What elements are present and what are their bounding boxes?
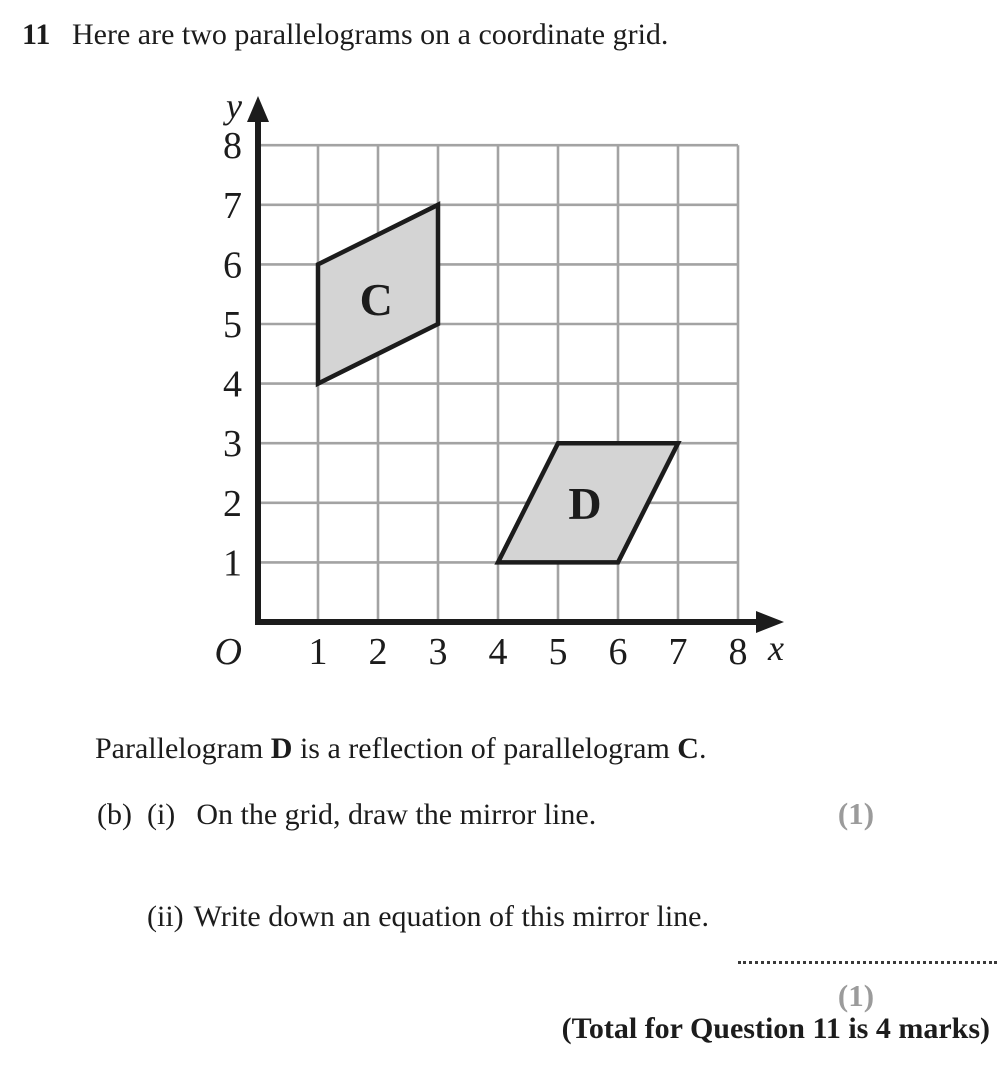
y-tick-label: 8 [223, 125, 242, 168]
part-i-text: On the grid, draw the mirror line. [196, 798, 597, 831]
x-tick-label: 1 [308, 631, 328, 673]
part-i-marks: (1) [837, 796, 875, 831]
part-i-label: (i) [146, 798, 176, 831]
x-tick-label: 3 [428, 631, 448, 673]
statement-part2: is a reflection of parallelogram [292, 732, 678, 765]
part-b-ii [117, 860, 709, 974]
statement-shape-c: C [677, 732, 699, 765]
x-tick-label: 2 [368, 631, 388, 673]
statement-part1: Parallelogram [95, 732, 271, 765]
x-tick-label: 5 [548, 631, 568, 673]
statement-part3: . [698, 732, 707, 765]
y-tick-label: 3 [223, 423, 242, 466]
answer-dotted-line [738, 948, 997, 964]
part-ii-marks: (1) [837, 978, 875, 1013]
x-tick-label: 7 [668, 631, 688, 673]
origin-label: O [214, 631, 242, 673]
question-intro: Here are two parallelograms on a coordinate grid. [72, 18, 669, 51]
part-b-i [67, 758, 596, 872]
total-marks-line: (Total for Question 11 is 4 marks) [561, 1012, 990, 1045]
part-b-label: (b) [97, 798, 132, 831]
y-axis-arrow-icon [247, 96, 269, 122]
shape-label-c: C [359, 273, 393, 325]
question-number: 11 [22, 18, 51, 51]
y-tick-label: 4 [223, 363, 242, 406]
y-axis-label: y [226, 88, 242, 126]
coordinate-grid [170, 88, 800, 684]
x-tick-label: 8 [728, 631, 748, 673]
part-ii-text: Write down an equation of this mirror line. [193, 900, 709, 933]
x-tick-label: 6 [608, 631, 628, 673]
x-axis-label: x [768, 628, 784, 668]
statement-shape-d: D [270, 732, 293, 765]
part-ii-label: (ii) [147, 900, 184, 933]
x-tick-label: 4 [488, 631, 508, 673]
y-tick-label: 2 [223, 482, 242, 525]
y-tick-label: 1 [223, 542, 242, 585]
shape-label-d: D [568, 477, 602, 529]
y-tick-label: 7 [223, 184, 242, 227]
y-tick-label: 5 [223, 304, 242, 346]
y-tick-label: 6 [223, 244, 242, 287]
